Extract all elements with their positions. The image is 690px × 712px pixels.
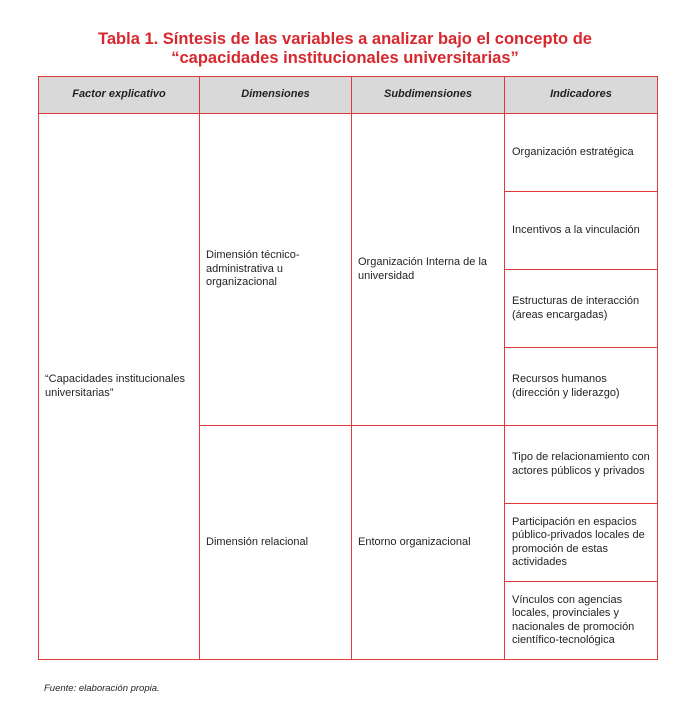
dimension-cell-1: Dimensión técnico-administrativa u organizacional: [200, 114, 352, 426]
indicator-cell: Organización estratégica: [505, 114, 658, 192]
indicator-cell: Estructuras de interacción (áreas encargadas): [505, 270, 658, 348]
header-factor-explicativo: Factor explicativo: [39, 77, 200, 114]
variables-table: [38, 76, 658, 660]
source-note: Fuente: elaboración propia.: [44, 683, 160, 694]
header-dimensiones: Dimensiones: [200, 77, 352, 114]
table-row: [39, 114, 658, 192]
header-indicadores: Indicadores: [505, 77, 658, 114]
header-row: [39, 77, 658, 114]
subdimension-cell-2: Entorno organizacional: [352, 426, 505, 660]
indicator-cell: Recursos humanos (dirección y liderazgo): [505, 348, 658, 426]
indicator-cell: Incentivos a la vinculación: [505, 192, 658, 270]
indicator-cell: Tipo de relacionamiento con actores públicos y privados: [505, 426, 658, 504]
factor-cell: “Capacidades institucionales universitarias”: [39, 114, 200, 660]
table-title: [0, 30, 690, 68]
dimension-cell-2: Dimensión relacional: [200, 426, 352, 660]
table-title-line-1: Tabla 1. Síntesis de las variables a analizar bajo el concepto de: [98, 30, 592, 48]
indicator-cell: Vínculos con agencias locales, provinciales y nacionales de promoción científico-tecnológica: [505, 582, 658, 660]
subdimension-cell-1: Organización Interna de la universidad: [352, 114, 505, 426]
indicator-cell: Participación en espacios público-privados locales de promoción de estas actividades: [505, 504, 658, 582]
table-title-line-2: “capacidades institucionales universitarias”: [171, 49, 519, 67]
header-subdimensiones: Subdimensiones: [352, 77, 505, 114]
